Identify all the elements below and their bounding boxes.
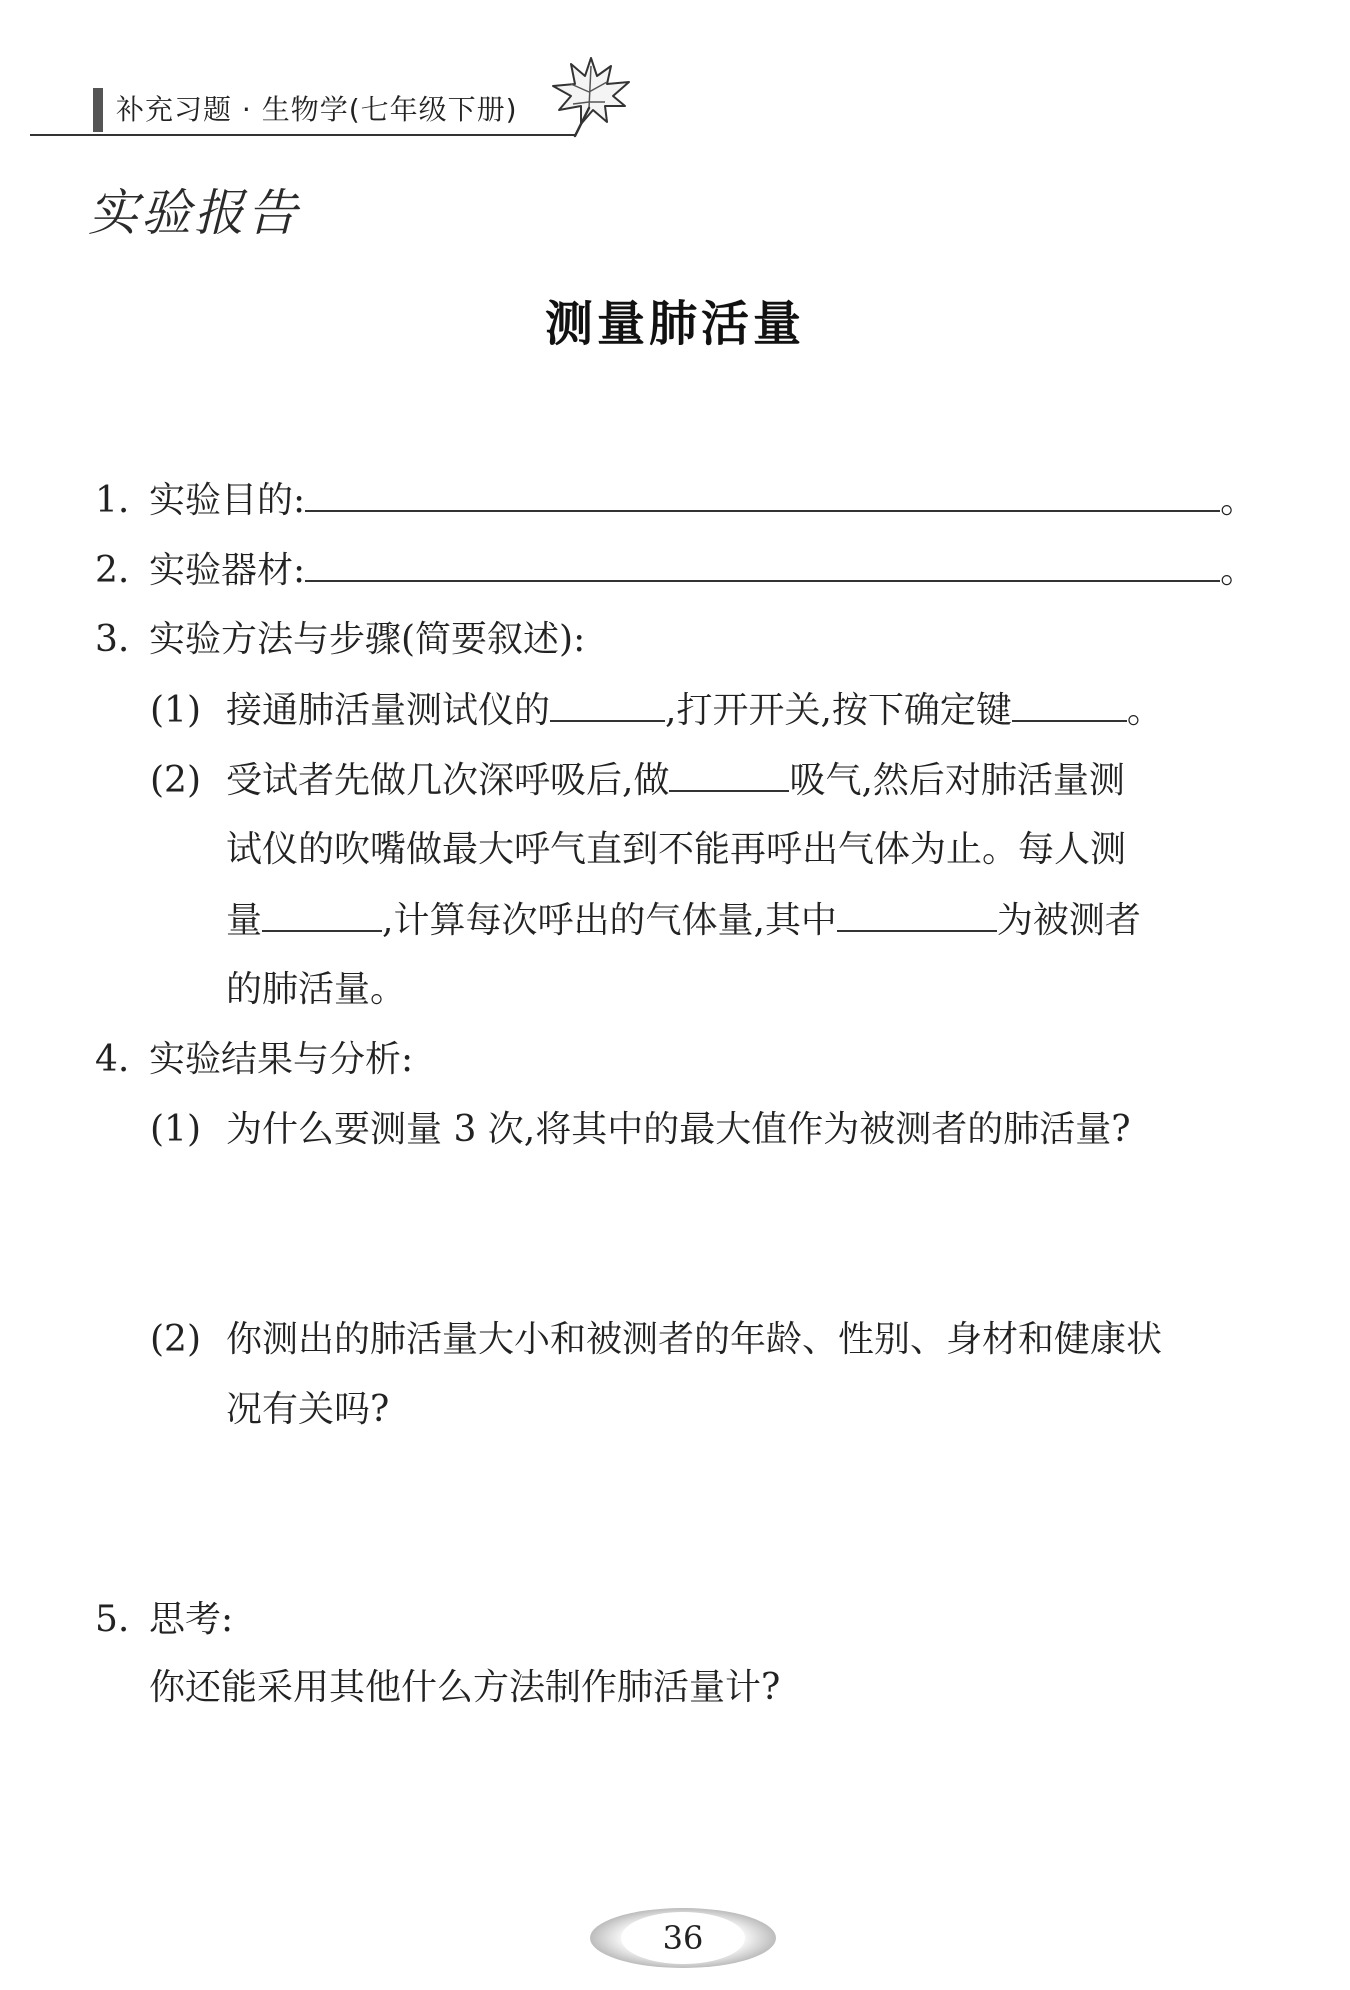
answer-space[interactable] (226, 1160, 1266, 1310)
step-text: 接通肺活量测试仪的 (226, 690, 551, 731)
question-4-2-line-2: 况有关吗? (226, 1389, 390, 1430)
step-text: ,打开开关,按下确定键 (665, 690, 1012, 731)
item-label: 实验器材: (149, 550, 306, 591)
answer-space[interactable] (226, 1440, 1266, 1590)
answer-blank[interactable] (1012, 686, 1127, 722)
step-text: 受试者先做几次深呼吸后,做 (226, 760, 670, 801)
answer-blank[interactable] (550, 686, 665, 722)
step-text: 量 (226, 900, 263, 941)
step-3-2-line-4: 的肺活量。 (226, 969, 407, 1010)
answer-space[interactable] (149, 1720, 1266, 1880)
step-3-2-line-1 (150, 756, 1125, 805)
item-number: 1. (95, 480, 130, 521)
section-title: 实验报告 (88, 184, 300, 242)
step-text: 为被测者 (996, 900, 1141, 941)
item-number: 2. (95, 550, 130, 591)
item-1 (95, 476, 1256, 525)
step-text: 吸气,然后对肺活量测 (789, 760, 1125, 801)
item-number: 3. (95, 619, 130, 660)
running-header: 补充习题 · 生物学(七年级下册) (116, 93, 518, 126)
maple-leaf-icon (545, 52, 635, 142)
sub-number: (2) (150, 1319, 201, 1360)
answer-blank[interactable] (669, 756, 789, 792)
step-3-2-line-3 (226, 896, 1141, 945)
item-5 (95, 1596, 233, 1644)
item-2 (95, 546, 1256, 595)
question-4-1 (150, 1106, 1131, 1154)
question-text: 为什么要测量 3 次,将其中的最大值作为被测者的肺活量? (226, 1109, 1131, 1150)
item-label: 实验方法与步骤(简要叙述): (149, 619, 586, 660)
item-label: 实验目的: (149, 480, 306, 521)
item-number: 4. (95, 1039, 130, 1080)
item-end: 。 (1220, 550, 1257, 591)
header-rule (30, 134, 575, 136)
item-end: 。 (1220, 480, 1257, 521)
question-text: 你测出的肺活量大小和被测者的年龄、性别、身材和健康状 (226, 1319, 1163, 1360)
item-label: 思考: (149, 1599, 234, 1640)
sub-number: (2) (150, 760, 201, 801)
answer-blank[interactable] (837, 896, 997, 932)
item-3 (95, 616, 585, 664)
sub-number: (1) (150, 1109, 201, 1150)
step-text: ,计算每次呼出的气体量,其中 (382, 900, 837, 941)
question-4-2-line-1 (150, 1316, 1162, 1364)
step-3-2-line-2: 试仪的吹嘴做最大呼气直到不能再呼出气体为止。每人测 (226, 829, 1127, 870)
step-text: 。 (1126, 690, 1163, 731)
experiment-title: 测量肺活量 (544, 296, 805, 352)
header-accent-bar (93, 88, 103, 132)
step-3-1 (150, 686, 1163, 735)
item-label: 实验结果与分析: (149, 1039, 414, 1080)
answer-blank[interactable] (262, 896, 382, 932)
item-4 (95, 1036, 413, 1084)
answer-blank[interactable] (305, 476, 1220, 512)
item-number: 5. (95, 1599, 130, 1640)
page-number: 36 (662, 1919, 704, 1957)
question-5: 你还能采用其他什么方法制作肺活量计? (149, 1667, 781, 1708)
sub-number: (1) (150, 690, 201, 731)
answer-blank[interactable] (305, 546, 1220, 582)
